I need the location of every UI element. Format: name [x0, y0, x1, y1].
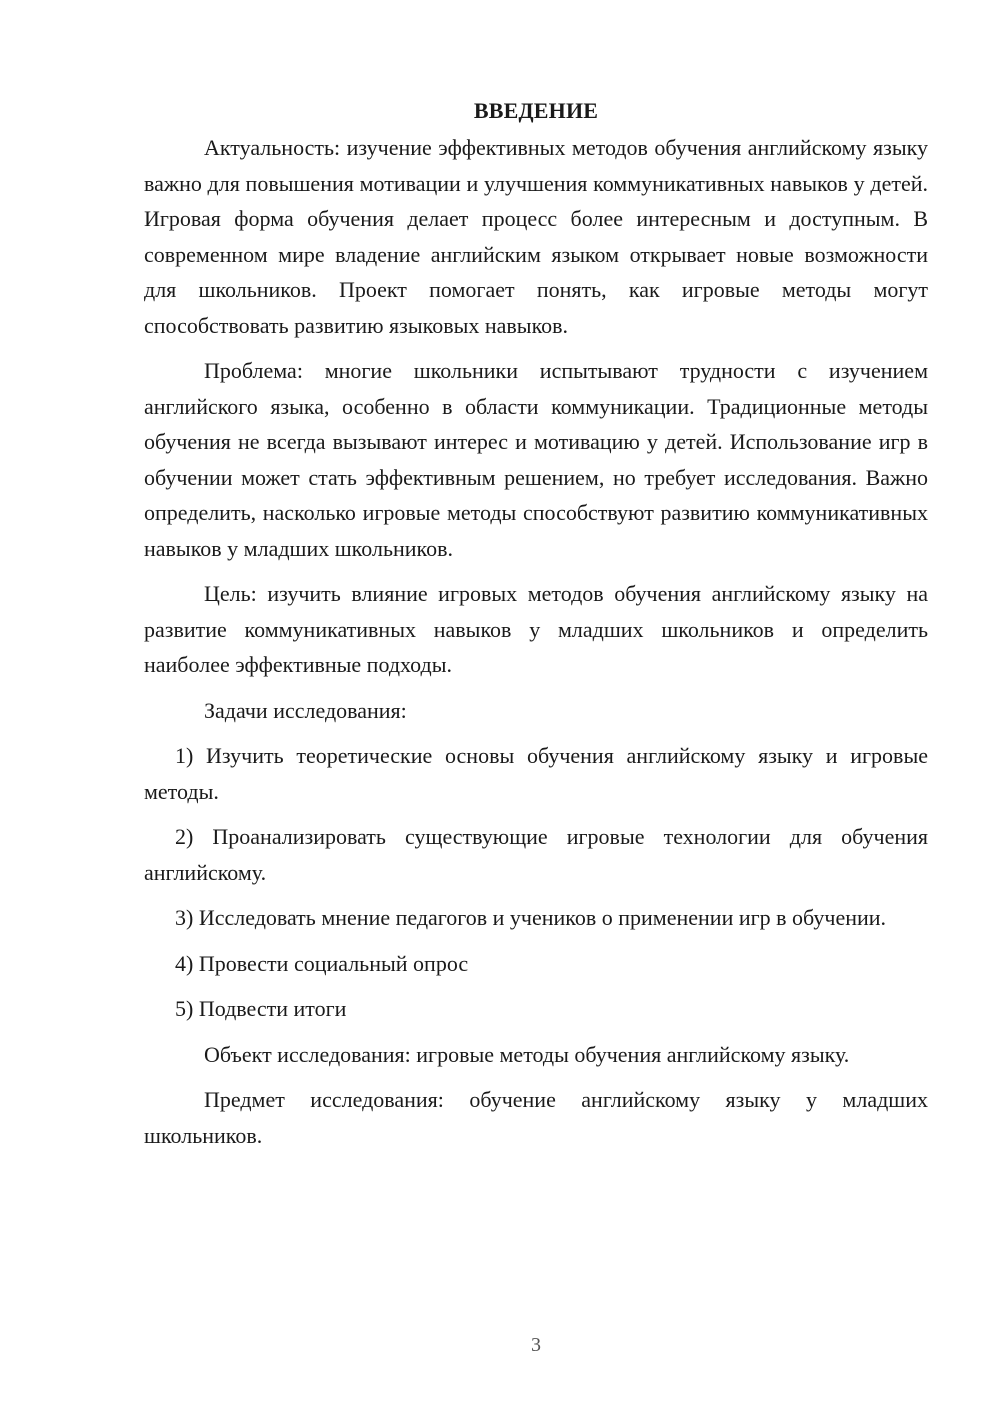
task-item-4: 4) Провести социальный опрос — [175, 950, 469, 976]
page-number: 3 — [531, 1334, 541, 1356]
object-paragraph: Объект исследования: игровые методы обучения английскому языку. — [204, 1041, 850, 1067]
task-item-2: 2) Проанализировать существующие игровые технологии для обучения английскому. — [144, 824, 928, 885]
goal-paragraph: Цель: изучить влияние игровых методов обучения английскому языку на развитие коммуникативных навыков у младших школьников и определить наиболее эффективные подходы. — [144, 581, 928, 677]
task-item-5: 5) Подвести итоги — [175, 996, 347, 1021]
subject-paragraph: Предмет исследования: обучение английскому языку у младших школьников. — [144, 1087, 928, 1148]
task-item-1: 1) Изучить теоретические основы обучения английскому языку и игровые методы. — [144, 743, 928, 804]
relevance-paragraph: Актуальность: изучение эффективных методов обучения английскому языку важно для повышения мотивации и улучшения коммуникативных навыков у детей. Игровая форма обучения делает процесс более интересным и доступным. В современном мире владение английским языком открывает новые возможности для школьников. Проект помогает понять, как игровые методы могут способствовать развитию языковых навыков. — [144, 135, 928, 338]
problem-paragraph: Проблема: многие школьники испытывают трудности с изучением английского языка, особенно в области коммуникации. Традиционные методы обучения не всегда вызывают интерес и мотивацию у детей. Использование игр в обучении может стать эффективным решением, но требует исследования. Важно определить, насколько игровые методы способствуют развитию коммуникативных навыков у младших школьников. — [144, 358, 928, 561]
section-title: ВВЕДЕНИЕ — [473, 98, 599, 123]
document-page — [144, 96, 928, 1163]
tasks-heading: Задачи исследования: — [204, 697, 407, 723]
task-item-3: 3) Исследовать мнение педагогов и учеников о применении игр в обучении. — [175, 905, 887, 930]
